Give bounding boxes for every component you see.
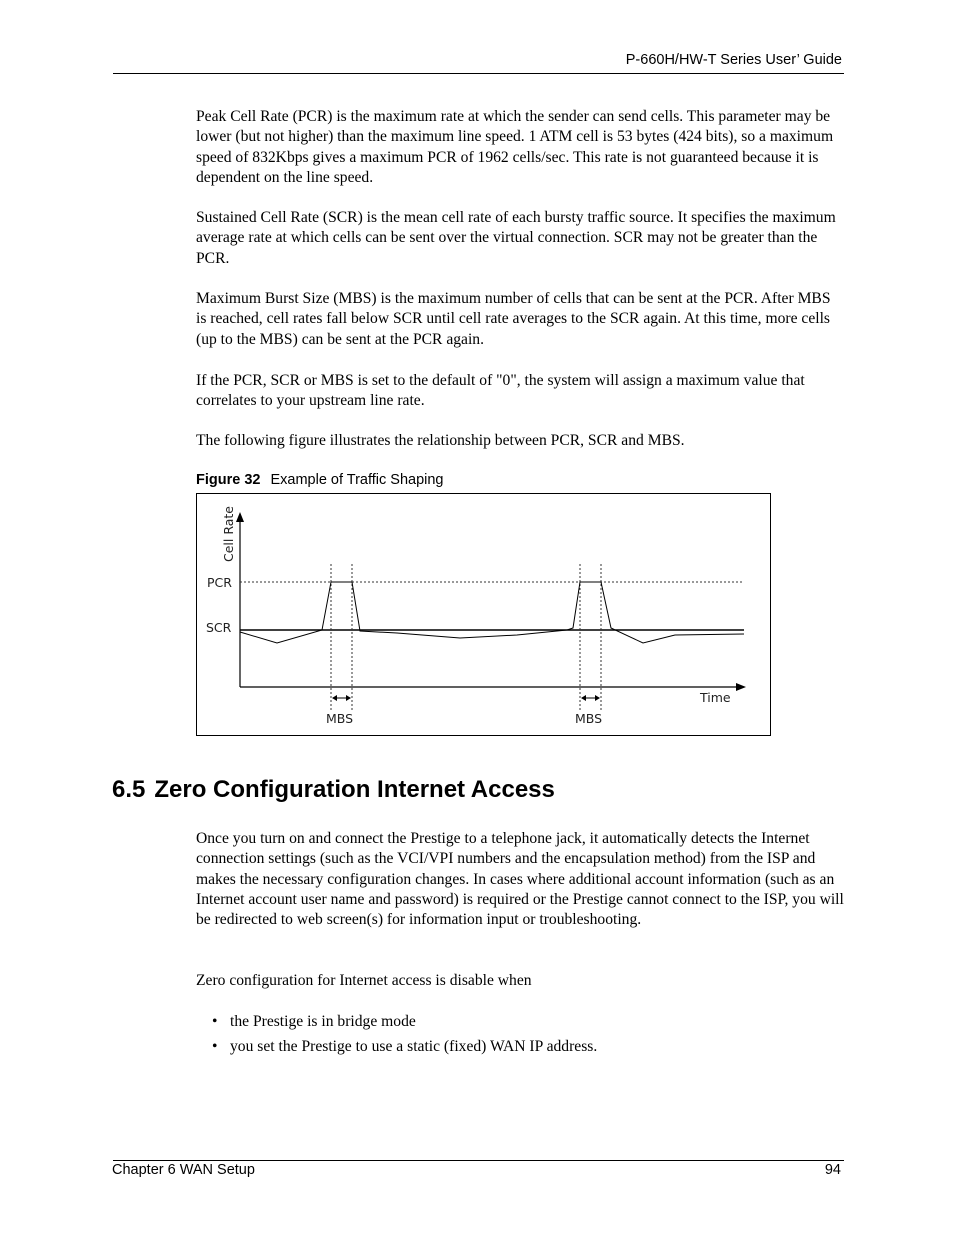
y-axis-arrow: [236, 512, 244, 522]
bullet-icon: •: [212, 1013, 218, 1030]
section-heading: [112, 776, 555, 804]
paragraph-figure-intro: The following figure illustrates the relationship between PCR, SCR and MBS.: [196, 432, 685, 449]
list-item-text: the Prestige is in bridge mode: [230, 1013, 416, 1030]
mbs-arrow-1: [332, 695, 351, 701]
footer-chapter: Chapter 6 WAN Setup: [112, 1162, 255, 1178]
figure-title: Example of Traffic Shaping: [270, 472, 444, 488]
list-item-text: you set the Prestige to use a static (fixed) WAN IP address.: [230, 1038, 598, 1055]
figure-caption: [196, 472, 444, 488]
paragraph-pcr: Peak Cell Rate (PCR) is the maximum rate at which the sender can send cells. This parameter may be lower (but not higher) than the maximum line speed. 1 ATM cell is 53 bytes (424 bits), so a maximum speed of 832Kbps gives a maximum PCR of 1962 cells/sec. This rate is not guaranteed because it is dependent on the line speed.: [196, 108, 834, 186]
y-axis-label: Cell Rate: [221, 506, 236, 562]
mbs-label-2: MBS: [575, 711, 603, 726]
cell-rate-curve: [240, 582, 744, 643]
x-axis-arrow: [736, 683, 746, 691]
bullet-icon: •: [212, 1038, 218, 1055]
section-number: 6.5: [112, 776, 146, 803]
running-header-title: P-660H/HW-T Series User’ Guide: [625, 52, 842, 68]
paragraph-default: If the PCR, SCR or MBS is set to the default of "0", the system will assign a maximum value that correlates to your upstream line rate.: [196, 372, 805, 410]
traffic-shaping-diagram: [197, 494, 770, 735]
scr-label: SCR: [206, 620, 232, 635]
x-axis-label: Time: [700, 690, 731, 705]
paragraph-zero-config: Once you turn on and connect the Prestige to a telephone jack, it automatically detects the Internet connection settings (such as the VCI/VPI numbers and the encapsulation method) from the ISP and makes the necessary configuration changes. In cases where additional account information (such as an Internet account user name and password) is required or the Prestige cannot connect to the ISP, you will be redirected to web screen(s) for information input or troubleshooting.: [196, 830, 844, 929]
paragraph-scr: Sustained Cell Rate (SCR) is the mean cell rate of each bursty traffic source. It specifies the maximum average rate at which cells can be sent over the virtual connection. SCR may not be greater than the PCR.: [196, 209, 836, 267]
mbs-label-1: MBS: [326, 711, 354, 726]
footer-page-number: 94: [824, 1162, 841, 1178]
paragraph-mbs: Maximum Burst Size (MBS) is the maximum number of cells that can be sent at the PCR. After MBS is reached, cell rates fall below SCR until cell rate averages to the SCR again. At this time, more cells (up to the MBS) can be sent at the PCR again.: [196, 290, 831, 348]
pcr-label: PCR: [207, 575, 232, 590]
figure-number: Figure 32: [196, 472, 261, 488]
header-rule: [113, 73, 844, 74]
list-item: [212, 1037, 597, 1062]
disable-conditions-list: [212, 1012, 597, 1062]
section-title: Zero Configuration Internet Access: [154, 776, 555, 803]
paragraph-disable-when: Zero configuration for Internet access is disable when: [196, 972, 532, 989]
mbs-arrow-2: [581, 695, 600, 701]
list-item: [212, 1012, 597, 1037]
footer-rule: [113, 1160, 844, 1161]
traffic-shaping-figure: [196, 493, 771, 736]
